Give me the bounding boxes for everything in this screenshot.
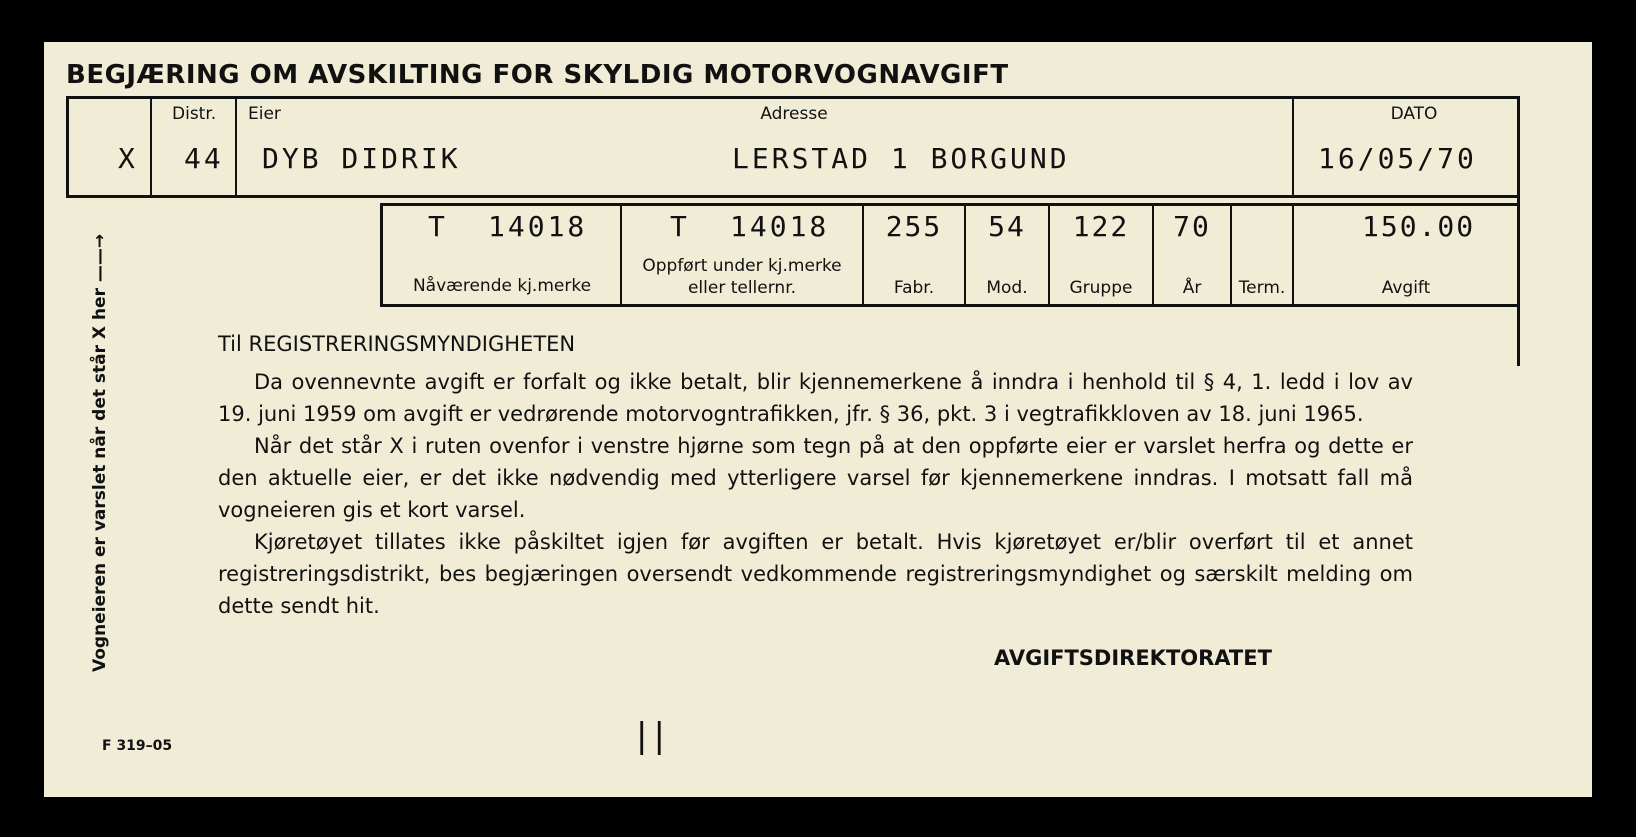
adresse-label: Adresse xyxy=(760,104,828,124)
letter-body xyxy=(218,366,1413,622)
gruppe-label: Gruppe xyxy=(1069,278,1133,298)
listed-plate-label-line2: eller tellernr. xyxy=(687,278,797,298)
distr-value: 44 xyxy=(184,142,224,175)
divider-mark-distr xyxy=(150,99,152,195)
form-code: F 319–05 xyxy=(102,738,173,754)
form-card xyxy=(44,42,1592,797)
arrow-right-icon: ——→ xyxy=(90,233,110,283)
eier-value: DYB DIDRIK xyxy=(262,142,461,175)
fabr-value: 255 xyxy=(885,210,943,243)
divider-adresse-dato xyxy=(1292,99,1294,195)
avgift-value: 150.00 xyxy=(1362,210,1476,243)
owner-notified-mark: X xyxy=(118,142,138,175)
divider-distr-eier xyxy=(235,99,237,195)
header-row-left-border xyxy=(66,96,69,198)
signature: AVGIFTSDIREKTORATET xyxy=(994,646,1272,670)
header-row-bottom-border xyxy=(66,195,1520,198)
side-note-text: Vogneieren er varslet når det står X her xyxy=(90,288,110,672)
current-plate-label: Nåværende kj.merke xyxy=(412,276,592,296)
letter-heading: Til REGISTRERINGSMYNDIGHETEN xyxy=(218,332,576,356)
vehicle-row-bottom-border xyxy=(380,304,1520,307)
listed-plate-label-line1: Oppført under kj.merke xyxy=(642,256,842,276)
dato-value: 16/05/70 xyxy=(1318,142,1477,175)
eier-label: Eier xyxy=(248,104,281,124)
vehicle-row-top-border xyxy=(380,203,1520,206)
listed-plate-prefix: T xyxy=(670,210,690,243)
form-title: BEGJÆRING OM AVSKILTING FOR SKYLDIG MOTORVOGNAVGIFT xyxy=(66,60,1009,90)
header-row-top-border xyxy=(66,96,1520,99)
avgift-label: Avgift xyxy=(1381,278,1431,298)
current-plate-number: 14018 xyxy=(488,210,588,243)
bottom-mark: || xyxy=(636,716,671,756)
vehicle-row-left-border xyxy=(380,203,383,307)
fabr-label: Fabr. xyxy=(893,278,935,298)
distr-label: Distr. xyxy=(172,104,217,124)
listed-plate-number: 14018 xyxy=(730,210,830,243)
side-note xyxy=(90,212,114,672)
mod-label: Mod. xyxy=(986,278,1028,298)
ar-label: År xyxy=(1182,278,1202,298)
gruppe-value: 122 xyxy=(1072,210,1130,243)
letter-paragraph-1: Da ovennevnte avgift er forfalt og ikke betalt, blir kjennemerkene å inndra i henhold til § 4, 1. ledd i lov av 19. juni 1959 om avgift er vedrørende motorvogntrafikken, jfr. § 36, pkt. 3 i vegtrafikkloven av 18. juni 1965. xyxy=(218,370,1413,426)
header-row-right-border xyxy=(1517,96,1520,366)
term-label: Term. xyxy=(1238,278,1286,298)
adresse-value: LERSTAD 1 BORGUND xyxy=(732,142,1070,175)
letter-paragraph-2: Når det står X i ruten ovenfor i venstre hjørne som tegn på at den oppførte eier er varslet herfra og dette er den aktuelle eier, er det ikke nødvendig med ytterligere varsel før kjennemerkene inndras. I motsatt fall må vogneieren gis et kort varsel. xyxy=(218,434,1413,522)
dato-label: DATO xyxy=(1390,104,1438,124)
letter-paragraph-3: Kjøretøyet tillates ikke påskiltet igjen før avgiften er betalt. Hvis kjøretøyet er/blir overført til et annet registreringsdistrikt, bes begjæringen oversendt vedkommende registreringsmyndighet og særskilt melding om dette sendt hit. xyxy=(218,530,1413,618)
current-plate-prefix: T xyxy=(428,210,448,243)
mod-value: 54 xyxy=(988,210,1026,243)
ar-value: 70 xyxy=(1173,210,1211,243)
